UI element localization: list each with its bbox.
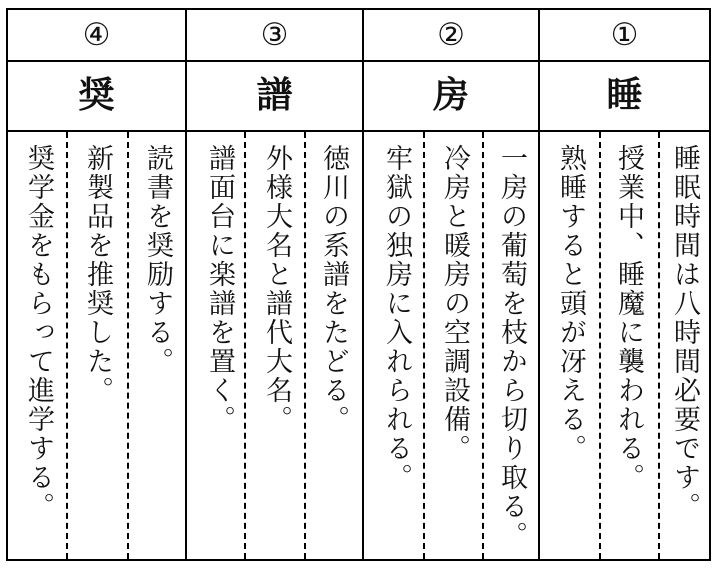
- number-cell: [8, 10, 185, 62]
- column-number: ④: [82, 16, 111, 53]
- sentence-area: [540, 132, 709, 559]
- example-sentence: 譜面台に楽譜を置く。: [204, 144, 235, 434]
- column-number: ①: [610, 16, 639, 53]
- column-4: [8, 10, 185, 559]
- kanji-cell: [8, 62, 185, 132]
- number-cell: [187, 10, 362, 62]
- example-sentence: 冷房と暖房の空調設備。: [439, 144, 470, 463]
- example-sentence: 牢獄の独房に入れられる。: [381, 144, 412, 492]
- number-cell: [540, 10, 709, 62]
- example-sentence: 睡眠時間は八時間必要です。: [669, 144, 700, 521]
- kanji-cell: [540, 62, 709, 132]
- kanji-cell: [364, 62, 538, 132]
- example-sentence: 徳川の系譜をたどる。: [318, 144, 349, 434]
- example-sentence: 読書を奨励する。: [142, 144, 173, 376]
- sentence-area: [187, 132, 362, 559]
- column-3: [185, 10, 362, 559]
- target-kanji: 睡: [606, 75, 643, 116]
- kanji-cell: [187, 62, 362, 132]
- example-sentence: 奨学金をもらって進学する。: [23, 144, 54, 521]
- example-sentence: 一房の葡萄を枝から切り取る。: [496, 144, 527, 550]
- target-kanji: 房: [432, 75, 469, 116]
- column-number: ③: [260, 16, 289, 53]
- target-kanji: 譜: [256, 75, 293, 116]
- column-2: [362, 10, 538, 559]
- target-kanji: 奨: [78, 75, 115, 116]
- example-sentence: 授業中、睡魔に襲われる。: [613, 144, 644, 492]
- kanji-practice-sheet: [6, 8, 711, 561]
- column-1: [538, 10, 709, 559]
- sentence-area: [364, 132, 538, 559]
- example-sentence: 外様大名と譜代大名。: [261, 144, 292, 434]
- example-sentence: 熟睡すると頭が冴える。: [555, 144, 586, 463]
- column-number: ②: [437, 16, 465, 53]
- sentence-area: [8, 132, 185, 559]
- number-cell: [364, 10, 538, 62]
- example-sentence: 新製品を推奨した。: [82, 144, 113, 405]
